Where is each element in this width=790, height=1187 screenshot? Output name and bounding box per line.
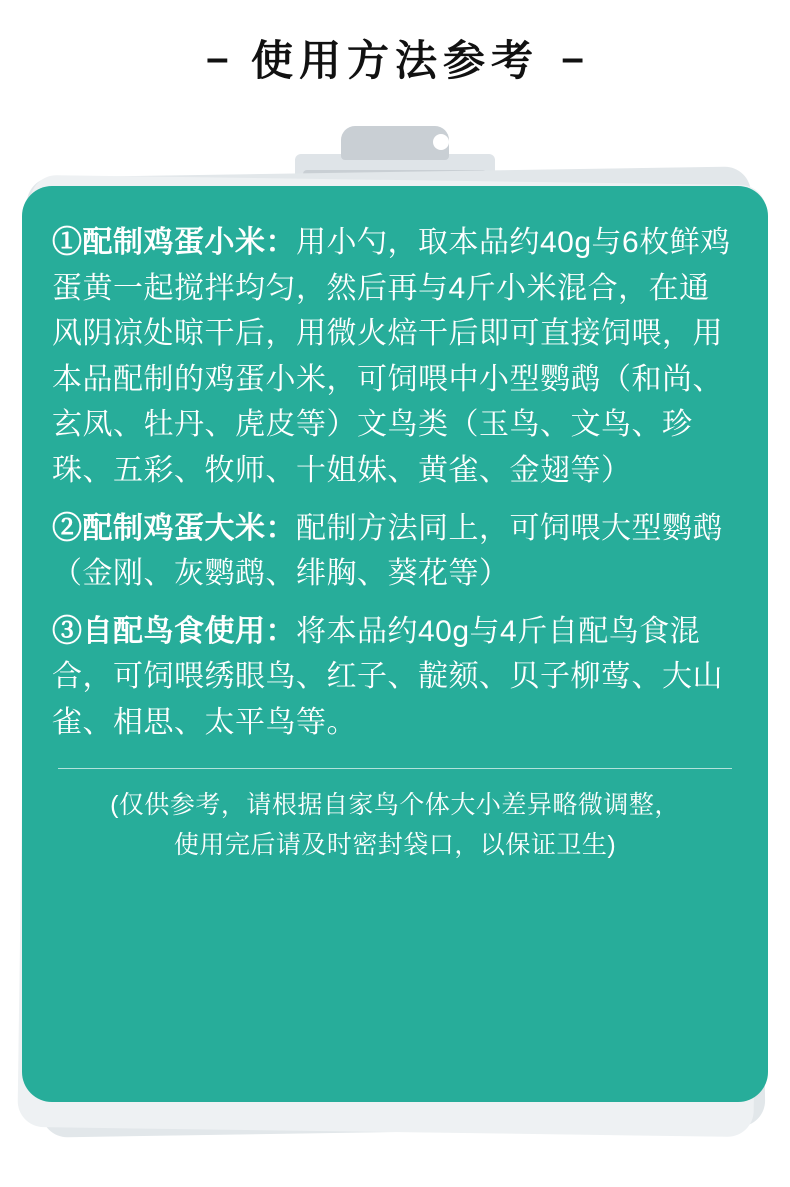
- footnote-line-1: (仅供参考，请根据自家鸟个体大小差异略微调整，: [110, 790, 680, 819]
- instruction-item-1: [52, 220, 738, 494]
- title-left-dash: –: [206, 35, 229, 80]
- clip-hole: [433, 134, 449, 150]
- instruction-item-3-body: 将本品约40g与4斤自配鸟食混合，可饲喂绣眼鸟、红子、靛颏、贝子柳莺、大山雀、相思、太平鸟等。: [52, 614, 723, 739]
- page-title: [0, 28, 790, 88]
- footnote-line-2: 使用完后请及时密封袋口，以保证卫生): [173, 830, 617, 859]
- title-right-dash: –: [561, 35, 584, 80]
- instruction-item-1-body: 用小勺，取本品约40g与6枚鲜鸡蛋黄一起搅拌均匀，然后再与4斤小米混合，在通风阴凉处晾干后，用微火焙干后即可直接饲喂，用本品配制的鸡蛋小米，可饲喂中小型鹦鹉（和尚、玄凤、牡丹、虎皮等）文鸟类（玉鸟、文鸟、珍珠、五彩、牧师、十姐妹、黄雀、金翅等）: [52, 226, 731, 487]
- instruction-item-2-lead: ②配制鸡蛋大米：: [52, 511, 296, 545]
- clip-head: [341, 126, 449, 160]
- page-title-text: 使用方法参考: [250, 37, 539, 84]
- instruction-item-2: [52, 506, 738, 597]
- instruction-item-2-body: 配制方法同上，可饲喂大型鹦鹉（金刚、灰鹦鹉、绯胸、葵花等）: [52, 511, 723, 591]
- instruction-item-3-lead: ③自配鸟食使用：: [52, 614, 296, 648]
- footnote: [52, 785, 738, 865]
- instruction-item-1-lead: ①配制鸡蛋小米：: [52, 226, 296, 259]
- instruction-item-3: [52, 609, 738, 746]
- card-divider: [58, 768, 732, 769]
- instructions-card: [22, 186, 768, 1102]
